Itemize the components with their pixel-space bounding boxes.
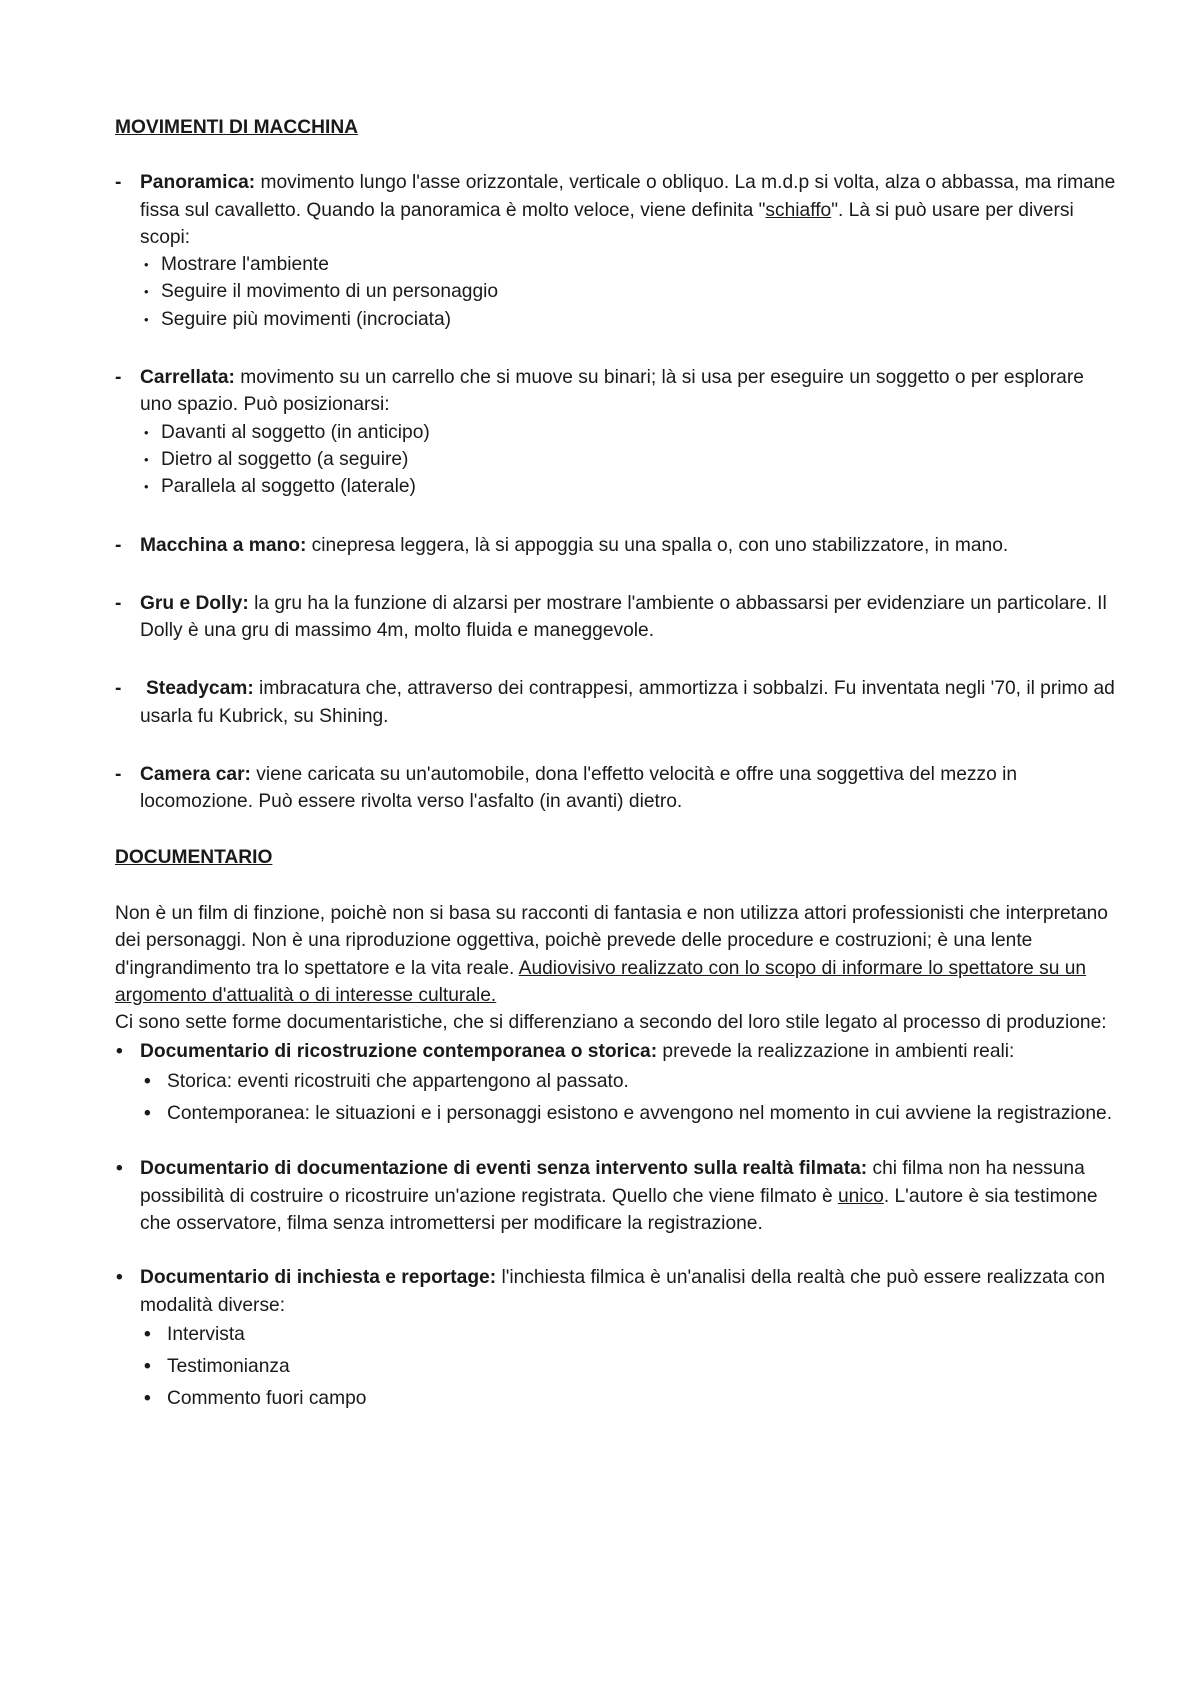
documentary-forms-list <box>115 1038 1120 1412</box>
desc-camera-car: viene caricata su un'automobile, dona l'effetto velocità e offre una soggettiva del mezzo in locomozione. Può essere rivolta verso l'asfalto (in avanti) dietro. <box>140 764 1018 813</box>
list-item: • Commento fuori campo <box>140 1385 1120 1412</box>
intro-underlined-definition: Audiovisivo realizzato con lo scopo di informare lo spettatore su un argomento d'attualità o di interesse culturale. <box>115 957 1087 1006</box>
list-item: • Seguire più movimenti (incrociata) <box>140 306 1120 333</box>
list-item-inchiesta <box>115 1264 1120 1412</box>
underlined-schiaffo: schiaffo <box>765 199 832 221</box>
ricostruzione-types-list <box>140 1068 1120 1128</box>
term-panoramica: Panoramica: <box>140 172 256 194</box>
term-gru-e-dolly: Gru e Dolly: <box>140 592 249 614</box>
term-camera-car: Camera car: <box>140 764 251 786</box>
list-item-macchina-a-mano <box>115 532 1120 559</box>
list-item-camera-car <box>115 761 1120 816</box>
term-steadycam: Steadycam: <box>146 678 254 700</box>
list-item-ricostruzione <box>115 1038 1120 1127</box>
desc-panoramica-b: ". Là si può usare per diversi scopi: <box>140 199 1074 248</box>
underlined-unico: unico <box>837 1185 884 1207</box>
inchiesta-modes-list <box>140 1321 1120 1413</box>
intro-text-a: Non è un film di finzione, poichè non si basa su racconti di fantasia e non utilizza attori professionisti che interpretano dei personaggi. Non è una riproduzione oggettiva, poichè prevede delle procedure e costruzioni; è una lente d'ingrandimento tra lo spettatore e la vita reale. <box>115 902 1108 979</box>
term-ricostruzione: Documentario di ricostruzione contemporanea o storica: <box>140 1041 658 1063</box>
list-item: • Parallela al soggetto (laterale) <box>140 473 1120 500</box>
list-item: • Intervista <box>140 1321 1120 1348</box>
section-title-documentario: DOCUMENTARIO <box>115 846 273 868</box>
desc-documentazione-a: chi filma non ha nessuna possibilità di costruire o ricostruire un'azione registrata. Quello che viene filmato è <box>140 1158 1085 1207</box>
section-title-movimenti: MOVIMENTI DI MACCHINA <box>115 117 359 138</box>
list-item: • Seguire il movimento di un personaggio <box>140 278 1120 305</box>
desc-ricostruzione: prevede la realizzazione in ambienti reali: <box>657 1041 1015 1063</box>
list-item: • Storica: eventi ricostruiti che appartengono al passato. <box>140 1068 1120 1095</box>
desc-steadycam: imbracatura che, attraverso dei contrappesi, ammortizza i sobbalzi. Fu inventata negli '70, il primo ad usarla fu Kubrick, su Shining. <box>140 678 1115 727</box>
list-item-gru-e-dolly <box>115 590 1120 645</box>
intro-text-b: Ci sono sette forme documentaristiche, che si differenziano a secondo del loro stile legato al processo di produzione: <box>115 1012 1107 1034</box>
list-item: • Contemporanea: le situazioni e i personaggi esistono e avvengono nel momento in cui avviene la registrazione. <box>140 1100 1120 1127</box>
list-item-panoramica <box>115 169 1120 333</box>
desc-gru-e-dolly: la gru ha la funzione di alzarsi per mostrare l'ambiente o abbassarsi per evidenziare un particolare. Il Dolly è una gru di massimo 4m, molto fluida e maneggevole. <box>140 592 1107 642</box>
term-inchiesta: Documentario di inchiesta e reportage: <box>140 1267 497 1289</box>
term-carrellata: Carrellata: <box>140 367 235 389</box>
list-item-carrellata <box>115 364 1120 500</box>
list-item: • Mostrare l'ambiente <box>140 251 1120 278</box>
list-item: • Testimonianza <box>140 1353 1120 1380</box>
documentario-intro <box>115 900 1120 1036</box>
term-documentazione: Documentario di documentazione di eventi senza intervento sulla realtà filmata: <box>140 1158 868 1180</box>
term-macchina-a-mano: Macchina a mano: <box>140 534 307 556</box>
list-item-documentazione <box>115 1155 1120 1237</box>
desc-documentazione-b: . L'autore è sia testimone che osservatore, filma senza intromettersi per modificare la registrazione. <box>140 1185 1098 1234</box>
carrellata-positions-list <box>140 419 1120 501</box>
desc-carrellata: movimento su un carrello che si muove su binari; là si usa per eseguire un soggetto o per esplorare uno spazio. Può posizionarsi: <box>140 367 1084 416</box>
list-item: • Davanti al soggetto (in anticipo) <box>140 419 1120 446</box>
list-item: • Dietro al soggetto (a seguire) <box>140 446 1120 473</box>
desc-macchina-a-mano: cinepresa leggera, là si appoggia su una spalla o, con uno stabilizzatore, in mano. <box>306 534 1009 556</box>
desc-panoramica-a: movimento lungo l'asse orizzontale, verticale o obliquo. La m.d.p si volta, alza o abbassa, ma rimane fissa sul cavalletto. Quando la panoramica è molto veloce, viene definita " <box>140 172 1116 221</box>
panoramica-uses-list <box>140 251 1120 333</box>
desc-inchiesta: l'inchiesta filmica è un'analisi della realtà che può essere realizzata con modalità diverse: <box>140 1267 1105 1316</box>
camera-movements-list <box>115 169 1120 815</box>
list-item-steadycam <box>115 675 1120 730</box>
